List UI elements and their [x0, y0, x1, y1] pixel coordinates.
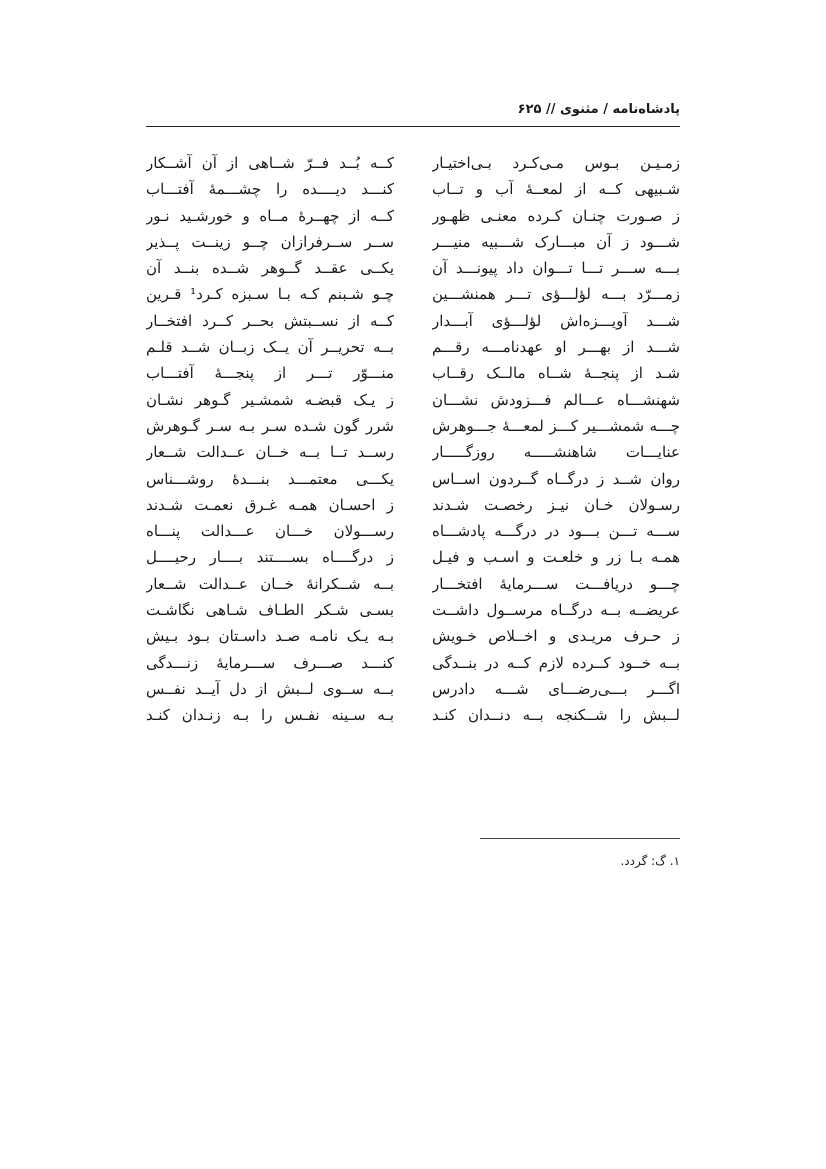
first-hemistich: لــبش را شــکنجه بــه دنــدان کنـد: [432, 706, 680, 725]
first-hemistich: ز حـرف مریـدی و اخــلاص خـویش: [432, 627, 680, 646]
first-hemistich: بــه خــود کــرده لازم کــه در بنــدگی: [432, 653, 680, 672]
first-hemistich: اگـــر بـــی‌رضـــای شـــه دادرس: [432, 679, 680, 698]
second-hemistich: یکــی عقــد گــوهر شــده بنــد آن: [146, 259, 394, 278]
couplet: [146, 334, 680, 360]
couplet: [146, 308, 680, 334]
first-hemistich: شـــد آویـــزه‌اش لؤلـــؤی آبـــدار: [432, 311, 680, 330]
couplet: [146, 255, 680, 281]
first-hemistich: شـــد از بهـــر او عهدنامـــه رقـــم: [432, 338, 680, 357]
first-hemistich: همـه بـا زر و خلعـت و اسـب و فیـل: [432, 548, 680, 567]
second-hemistich: کنـــد دیــــده را چشـــمهٔ آفتـــاب: [146, 180, 394, 199]
first-hemistich: ســـه تـــن بـــود در درگـــه پادشـــاه: [432, 522, 680, 541]
couplet: [146, 439, 680, 465]
second-hemistich: بـه سـینه نفـس را بـه زنـدان کنـد: [146, 706, 394, 725]
second-hemistich: بــه شــکرانهٔ خــان عــدالت شــعار: [146, 574, 394, 593]
second-hemistich: کــه از چهــرهٔ مــاه و خورشـید نـور: [146, 206, 394, 225]
page-header: [146, 98, 680, 122]
second-hemistich: منـــوّر تـــر از پنجـــهٔ آفتـــاب: [146, 364, 394, 383]
second-hemistich: چـو شـبنم کـه بـا سـبزه کـرد¹ قـرین: [146, 285, 394, 304]
second-hemistich: کــه از نســبتش بحــر کــرد افتخــار: [146, 311, 394, 330]
footnote-rule: [480, 838, 680, 839]
first-hemistich: عریضــه بــه درگــاه مرســول داشــت: [432, 601, 680, 620]
first-hemistich: بـــه ســـر تـــا تـــوان داد پیونـــد آن: [432, 259, 680, 278]
running-head: پادشاه‌نامه / مثنوی // ۶۲۵: [517, 102, 680, 117]
couplet: [146, 544, 680, 570]
couplet: [146, 360, 680, 386]
couplet: [146, 387, 680, 413]
couplet: [146, 492, 680, 518]
second-hemistich: بــه ســوی لــبش از دل آیــد نفــس: [146, 679, 394, 698]
couplet: [146, 176, 680, 202]
second-hemistich: رســـولان خـــان عـــدالت پنـــاه: [146, 522, 394, 541]
first-hemistich: عنایـــات شاهنشـــــه روزگـــــار: [432, 443, 680, 462]
couplet: [146, 702, 680, 728]
couplet: [146, 676, 680, 702]
couplet: [146, 203, 680, 229]
second-hemistich: یکـــی معتمـــد بنـــدهٔ روشـــناس: [146, 469, 394, 488]
couplet: [146, 466, 680, 492]
second-hemistich: ســر ســرفرازان چــو زینــت پــذیر: [146, 232, 394, 251]
second-hemistich: ز یـک قبضـه شمشـیر گـوهر نشـان: [146, 390, 394, 409]
footnote: ۱. گ: گردد.: [620, 854, 680, 868]
couplet: [146, 571, 680, 597]
header-rule: [146, 126, 680, 127]
first-hemistich: زمـیـن بـوس مـی‌کـرد بـی‌اختیـار: [432, 154, 680, 172]
poem-body: [146, 150, 680, 729]
first-hemistich: رسـولان خـان نیـز رخصـت شـدند: [432, 495, 680, 514]
second-hemistich: بــه تحریــر آن یــک زبــان شــد قلـم: [146, 338, 394, 357]
second-hemistich: ز درگــــاه بســــتند بــــار رحیــــل: [146, 548, 394, 567]
second-hemistich: کنـــد صـــرف ســـرمایهٔ زنـــدگی: [146, 653, 394, 672]
first-hemistich: شـد از پنجــهٔ شــاه مالــک رقــاب: [432, 364, 680, 383]
first-hemistich: چـــه شمشـــیر کـــز لمعـــهٔ جـــوهرش: [432, 416, 680, 435]
first-hemistich: زمـــرّد بـــه لؤلـــؤی تـــر همنشـــین: [432, 285, 680, 304]
first-hemistich: شـبیهی کــه از لمعــهٔ آب و تــاب: [432, 180, 680, 199]
second-hemistich: بسـی شـکر الطـاف شـاهی نگاشـت: [146, 601, 394, 620]
couplet: [146, 623, 680, 649]
first-hemistich: شـــود ز آن مبـــارک شـــبیه منیـــر: [432, 232, 680, 251]
first-hemistich: ز صـورت چنـان کـرده معنـی ظهـور: [432, 206, 680, 225]
first-hemistich: روان شــد ز درگــاه گــردون اســاس: [432, 469, 680, 488]
couplet: [146, 597, 680, 623]
second-hemistich: رســد تــا بــه خــان عــدالت شــعار: [146, 443, 394, 462]
couplet: [146, 413, 680, 439]
second-hemistich: بـه یـک نامـه صـد داسـتان بـود بـیش: [146, 627, 394, 646]
first-hemistich: شهنشـــاه عـــالم فـــزودش نشـــان: [432, 390, 680, 409]
couplet: [146, 229, 680, 255]
second-hemistich: ز احسـان همـه غـرق نعمـت شـدند: [146, 495, 394, 514]
second-hemistich: کــه بُــد فــرّ شــاهی از آن آشــکار: [146, 154, 394, 172]
couplet: [146, 650, 680, 676]
couplet: [146, 518, 680, 544]
first-hemistich: چـــو دریافـــت ســـرمایهٔ افتخـــار: [432, 574, 680, 593]
couplet: [146, 150, 680, 176]
second-hemistich: شرر گون شـده سـر بـه سـر گـوهرش: [146, 416, 394, 435]
couplet: [146, 281, 680, 307]
